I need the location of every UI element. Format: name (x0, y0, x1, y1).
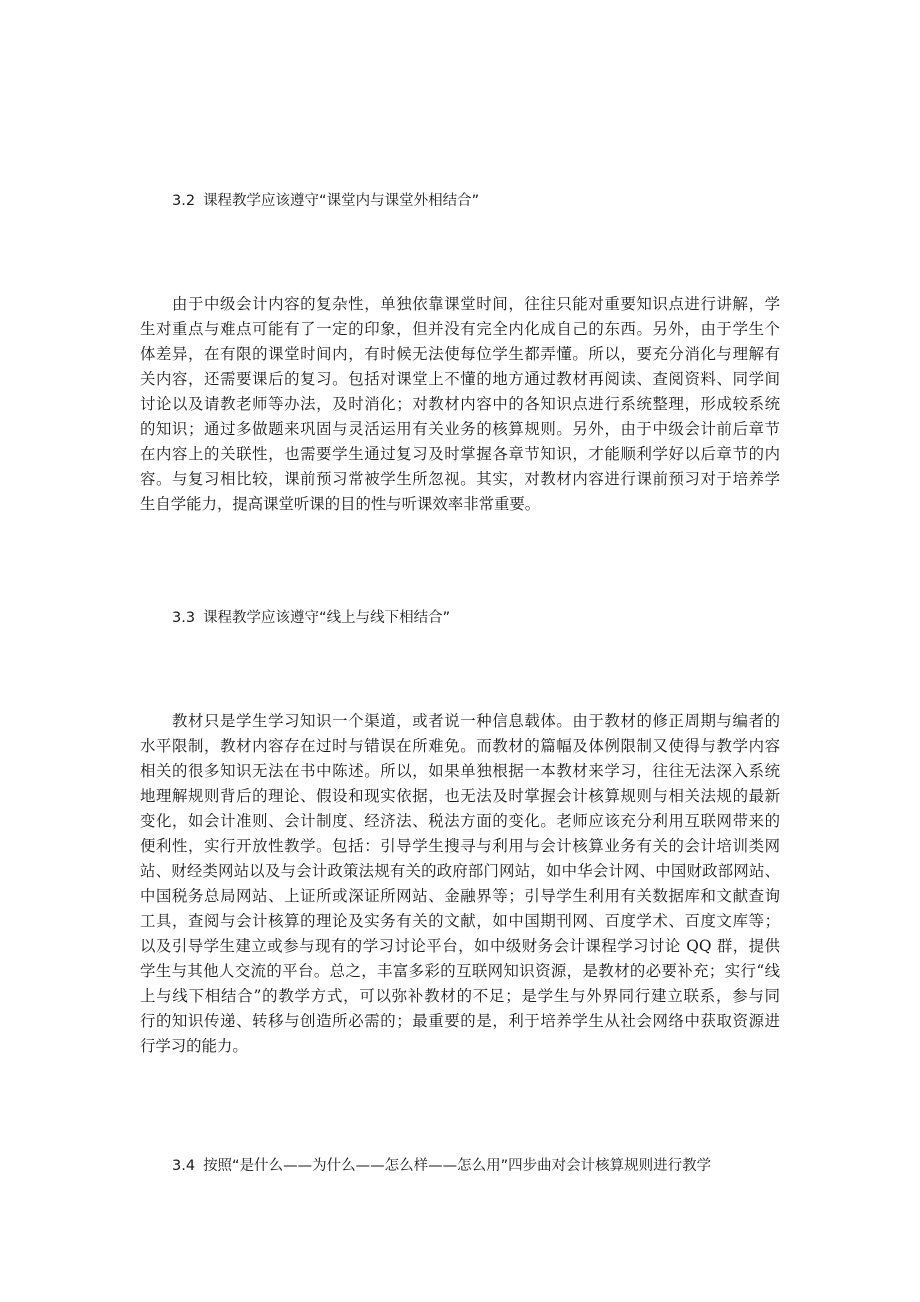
paragraph-line: 生自学能力，提高课堂听课的目的性与听课效率非常重要。 (140, 495, 541, 513)
section-title: 按照“是什么——为什么——怎么样——怎么用”四步曲对会计核算规则进行教学 (203, 1158, 712, 1174)
paragraph-line: 由于中级会计内容的复杂性，单独依靠课堂时间，往往只能对重要知识点进行讲解，学 (172, 295, 780, 313)
paragraph-line: 容。与复习相比较，课前预习常被学生所忽视。其实，对教材内容进行课前预习对于培养学 (140, 470, 780, 488)
paragraph-line: 上与线下相结合”的教学方式，可以弥补教材的不足；是学生与外界同行建立联系，参与同 (140, 987, 780, 1005)
paragraph-line: 生对重点与难点可能有了一定的印象，但并没有完全内化成自己的东西。另外，由于学生个 (140, 320, 780, 338)
paragraph-line: 工具，查阅与会计核算的理论及实务有关的文献，如中国期刊网、百度学术、百度文库等； (140, 912, 780, 930)
paragraph-line: 站、财经类网站以及与会计政策法规有关的政府部门网站，如中华会计网、中国财政部网站、 (140, 862, 780, 880)
section-heading-3-3 (172, 608, 450, 628)
section-title: 课程教学应该遵守“线上与线下相结合” (203, 610, 451, 626)
section-title: 课程教学应该遵守“课堂内与课堂外相结合” (203, 193, 480, 209)
paragraph-line: 便利性，实行开放性教学。包括：引导学生搜寻与利用与会计核算业务有关的会计培训类网 (140, 837, 780, 855)
paragraph-line: 变化，如会计准则、会计制度、经济法、税法方面的变化。老师应该充分利用互联网带来的 (140, 812, 780, 830)
paragraph-line: 中国税务总局网站、上证所或深证所网站、金融界等；引导学生利用有关数据库和文献查询 (140, 887, 780, 905)
paragraph-line: 的知识；通过多做题来巩固与灵活运用有关业务的核算规则。另外，由于中级会计前后章节 (140, 420, 780, 438)
paragraph-line: 以及引导学生建立或参与现有的学习讨论平台，如中级财务会计课程学习讨论 QQ 群，提供 (140, 937, 780, 955)
paragraph-line: 教材只是学生学习知识一个渠道，或者说一种信息载体。由于教材的修正周期与编者的 (172, 712, 780, 730)
section-heading-3-4 (172, 1156, 711, 1176)
section-number: 3.2 (172, 193, 196, 209)
paragraph-line: 体差异，在有限的课堂时间内，有时候无法使每位学生都弄懂。所以，要充分消化与理解有 (140, 345, 780, 363)
paragraph-line: 讨论以及请教老师等办法，及时消化；对教材内容中的各知识点进行系统整理，形成较系统 (140, 395, 780, 413)
paragraph-3-2 (140, 292, 780, 517)
section-number: 3.3 (172, 610, 196, 626)
section-number: 3.4 (172, 1158, 196, 1174)
paragraph-line: 学生与其他人交流的平台。总之，丰富多彩的互联网知识资源，是教材的必要补充；实行“线 (140, 962, 780, 980)
paragraph-line: 相关的很多知识无法在书中陈述。所以，如果单独根据一本教材来学习，往往无法深入系统 (140, 762, 780, 780)
paragraph-line: 行的知识传递、转移与创造所必需的；最重要的是，利于培养学生从社会网络中获取资源进 (140, 1012, 780, 1030)
paragraph-line: 关内容，还需要课后的复习。包括对课堂上不懂的地方通过教材再阅读、查阅资料、同学间 (140, 370, 780, 388)
section-heading-3-2 (172, 191, 479, 211)
paragraph-line: 在内容上的关联性，也需要学生通过复习及时掌握各章节知识，才能顺利学好以后章节的内 (140, 445, 780, 463)
paragraph-line: 地理解规则背后的理论、假设和现实依据，也无法及时掌握会计核算规则与相关法规的最新 (140, 787, 780, 805)
paragraph-line: 行学习的能力。 (140, 1037, 248, 1055)
paragraph-3-3 (140, 709, 780, 1059)
paragraph-line: 水平限制，教材内容存在过时与错误在所难免。而教材的篇幅及体例限制又使得与教学内容 (140, 737, 780, 755)
